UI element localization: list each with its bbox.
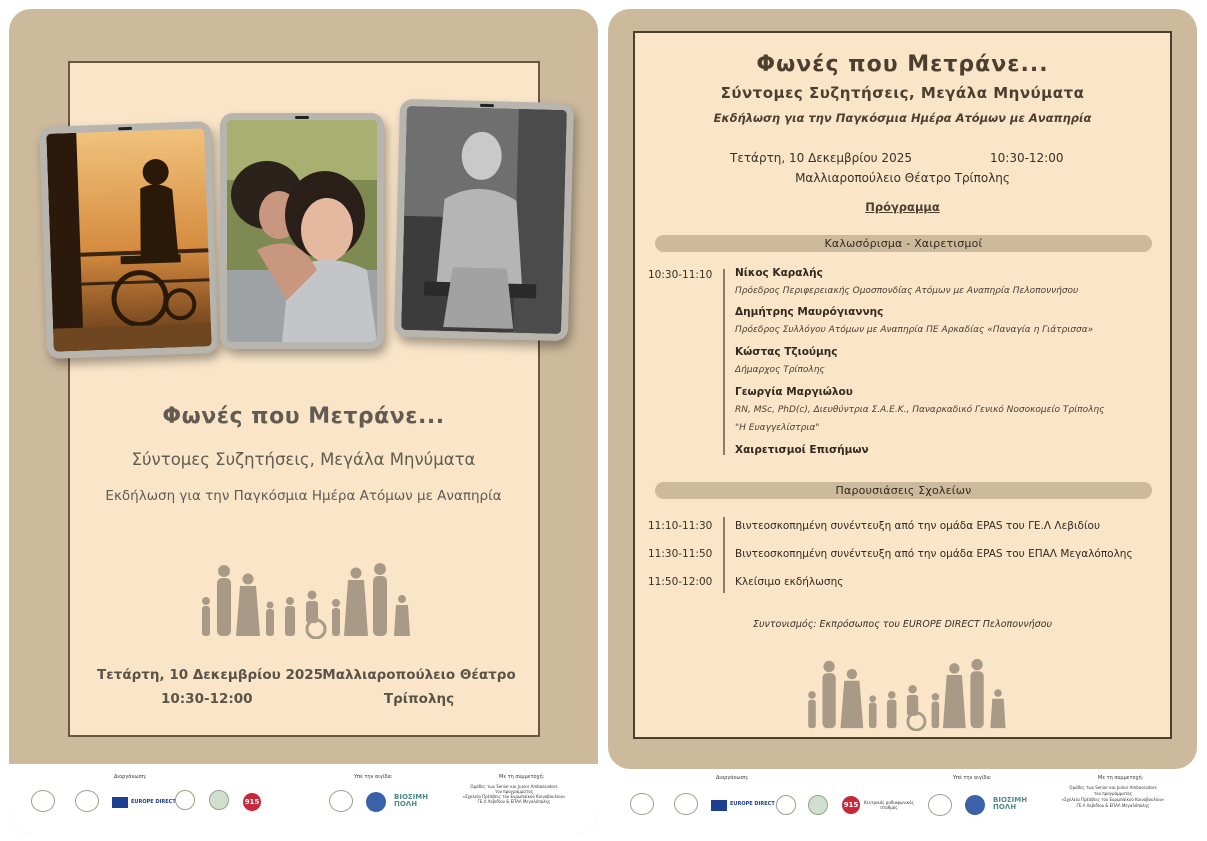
greetings-item: Χαιρετισμοί Επισήμων — [735, 444, 869, 456]
aegis-logo-1 — [329, 790, 353, 812]
speaker-name: Κώστας Τζιούμης — [735, 346, 838, 358]
speaker-role-continued: "Η Ευαγγελίστρια" — [735, 423, 820, 433]
schedule-item: Βιντεοσκοπημένη συνέντευξη από την ομάδα EPAS του ΕΠΑΛ Μεγαλόπολης — [735, 548, 1133, 560]
speaker-role: RN, MSc, PhD(c), Διευθύντρια Σ.Α.Ε.Κ., Παναρκαδικό Γενικό Νοσοκομείο Τρίπολης — [735, 405, 1105, 415]
timeline-line-1 — [723, 269, 725, 455]
biosimi-logo: ΒΙΟΣΙΜΗ ΠΟΛΗ — [993, 796, 1028, 811]
eu-flag-icon — [112, 797, 128, 808]
time-slot: 11:30-11:50 — [648, 548, 713, 560]
organizer-logo-4 — [209, 790, 229, 810]
organizer-logo-2 — [674, 793, 698, 815]
organizer-logo-2 — [75, 790, 99, 812]
speaker-name: Γεωργία Μαργιώλου — [735, 386, 853, 398]
time-slot-welcome: 10:30-11:10 — [648, 269, 713, 281]
aegis-logo-1 — [928, 794, 952, 816]
left-sponsor-footer — [9, 764, 598, 834]
photo-tablet-1 — [39, 121, 219, 359]
right-poster — [608, 9, 1197, 769]
europe-direct-logo: EUROPE DIRECT — [730, 801, 775, 807]
program-heading: Πρόγραμμα — [865, 200, 940, 214]
schedule-item: Βιντεοσκοπημένη συνέντευξη από την ομάδα EPAS του ΓΕ.Λ Λεβιδίου — [735, 520, 1101, 532]
organizer-logo-1 — [630, 793, 654, 815]
organizer-logo-1 — [31, 790, 55, 812]
right-date: Τετάρτη, 10 Δεκεμβρίου 2025 — [730, 151, 912, 165]
right-organizers-label: Διοργάνωση: — [716, 775, 749, 781]
aegis-logo-2 — [366, 792, 386, 812]
right-participation-text: Ομάδες των Senior και Junior Ambassadors του προγράμματος «Σχολεία Πρέσβεις του Ευρωπαϊκού Κοινοβουλίου» ΓΕ.Λ Λεβιδίου & ΕΠΑΛ Μεγαλόπολης — [1061, 785, 1165, 808]
aegis-logo-2 — [965, 795, 985, 815]
right-venue: Μαλλιαροπούλειο Θέατρο Τρίπολης — [795, 171, 1010, 185]
left-venue-line1: Μαλλιαροπούλειο Θέατρο — [322, 667, 516, 683]
right-poster-panel — [633, 31, 1172, 739]
right-participation-label: Με τη συμμετοχή: — [1098, 775, 1144, 781]
organizer-logo-3 — [776, 795, 796, 815]
organizer-logo-3 — [175, 790, 195, 810]
radio-station-text: Κεντρικός ραδιοφωνικός σταθμός — [864, 800, 914, 810]
left-poster — [9, 9, 598, 834]
biosimi-logo: ΒΙΟΣΙΜΗ ΠΟΛΗ — [394, 793, 429, 808]
eu-flag-icon — [711, 800, 727, 811]
organizer-logo-4 — [808, 795, 828, 815]
left-aegis-label: Υπέ την αιγίδα: — [354, 774, 393, 780]
radio-915-badge: 915 — [842, 796, 860, 814]
right-title: Φωνές που Μετράνε... — [756, 52, 1049, 77]
europe-direct-logo: EUROPE DIRECT — [131, 799, 176, 805]
left-time: 10:30-12:00 — [161, 691, 253, 707]
speaker-role: Δήμαρχος Τρίπολης — [735, 365, 825, 375]
section-welcome-bar: Καλωσόρισμα - Χαιρετισμοί — [655, 235, 1152, 252]
left-date: Τετάρτη, 10 Δεκεμβρίου 2025 — [97, 667, 324, 683]
schedule-item: Κλείσιμο εκδήλωσης — [735, 576, 844, 588]
photo-tablet-3 — [394, 99, 574, 341]
right-aegis-label: Υπέ την αιγίδα: — [953, 775, 992, 781]
wheelchair-sunset-photo — [46, 128, 212, 351]
right-sponsor-footer — [608, 769, 1197, 836]
timeline-line-2 — [723, 517, 725, 593]
woman-wheelchair-photo — [401, 106, 567, 334]
mother-child-photo — [227, 120, 377, 342]
section-schools-bar: Παρουσιάσεις Σχολείων — [655, 482, 1152, 499]
photo-tablet-2 — [220, 113, 384, 349]
coordination-note: Συντονισμός: Εκπρόσωπος του EUROPE DIRECT Πελοποννήσου — [752, 619, 1053, 630]
time-slot: 11:10-11:30 — [648, 520, 713, 532]
speaker-role: Πρόεδρος Συλλόγου Ατόμων με Αναπηρία ΠΕ Αρκαδίας «Παναγία η Γιάτρισσα» — [735, 325, 1094, 335]
speaker-name: Δημήτρης Μαυρόγιαννης — [735, 306, 884, 318]
family-silhouette-right — [795, 657, 1015, 731]
speaker-name: Νίκος Καραλής — [735, 267, 823, 279]
right-time: 10:30-12:00 — [990, 151, 1064, 165]
time-slot: 11:50-12:00 — [648, 576, 713, 588]
left-participation-label: Με τη συμμετοχή: — [499, 774, 545, 780]
left-title: Φωνές που Μετράνε... — [162, 404, 445, 429]
left-tagline: Εκδήλωση για την Παγκόσμια Ημέρα Ατόμων με Αναπηρία — [105, 488, 502, 504]
family-silhouette — [194, 561, 414, 639]
left-venue-line2: Τρίπολης — [383, 691, 455, 707]
speaker-role: Πρόεδρος Περιφερειακής Ομοσπονδίας Ατόμων με Αναπηρία Πελοποννήσου — [735, 286, 1079, 296]
right-tagline: Εκδήλωση για την Παγκόσμια Ημέρα Ατόμων με Αναπηρία — [713, 111, 1092, 125]
right-subtitle: Σύντομες Συζητήσεις, Μεγάλα Μηνύματα — [720, 84, 1085, 102]
left-organizers-label: Διοργάνωση: — [114, 774, 147, 780]
left-participation-text: Ομάδες των Senior και Junior Ambassadors του προγράμματος «Σχολεία Πρέσβεις του Ευρωπαϊκού Κοινοβουλίου» ΓΕ.Λ Λεβιδίου & ΕΠΑΛ Μεγαλόπολης — [462, 784, 566, 804]
radio-915-badge: 915 — [243, 793, 261, 811]
left-subtitle: Σύντομες Συζητήσεις, Μεγάλα Μηνύματα — [131, 450, 476, 469]
